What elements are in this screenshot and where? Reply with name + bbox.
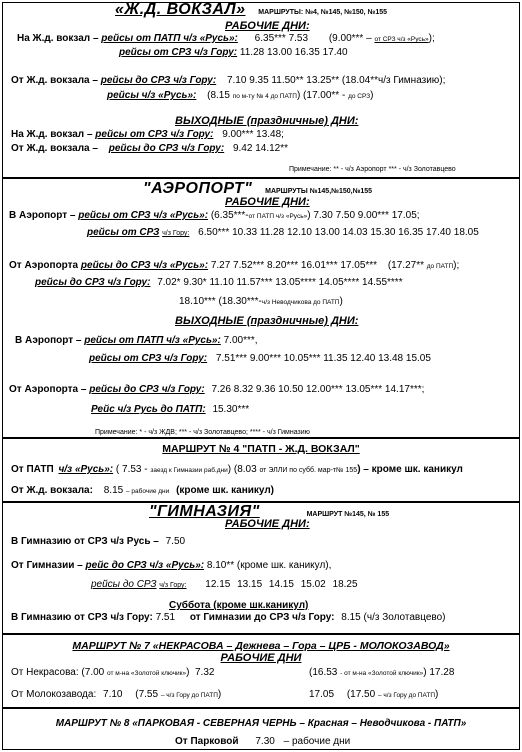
airport-title: "АЭРОПОРТ" xyxy=(143,180,253,197)
text: От Молокозавода: xyxy=(11,689,97,700)
text: В Гимназию от СРЗ ч/з Русь – xyxy=(11,536,159,547)
note: заезд к Гимназии раб.дни xyxy=(150,467,228,474)
text: ч/з Гору: xyxy=(159,582,187,589)
text: В Аэропорт – xyxy=(9,210,76,221)
text: рейсы до СРЗ ч/з Гору: xyxy=(89,384,205,395)
text: от Гимназии до СРЗ ч/з Гору: xyxy=(189,612,335,623)
text: От Некрасова: xyxy=(11,667,79,678)
section-route-4 xyxy=(2,438,520,502)
row xyxy=(11,129,284,141)
row xyxy=(89,353,431,365)
times: 18.10*** (18.30***- xyxy=(179,296,262,307)
text: рейсы от СРЗ ч/з Гору: xyxy=(95,129,214,140)
row xyxy=(11,143,288,155)
row xyxy=(309,667,454,679)
row xyxy=(11,536,185,548)
times: (6.35***- xyxy=(210,210,249,221)
note: до СРЗ xyxy=(348,93,371,100)
row xyxy=(179,296,343,308)
row xyxy=(9,384,424,396)
text: рейсы от СРЗ ч/з Гору: xyxy=(89,353,208,364)
note: ч/з Неводчикова до ПАТП xyxy=(261,299,340,306)
row xyxy=(15,335,258,347)
text: От Аэропорта xyxy=(9,260,79,271)
row xyxy=(9,260,459,272)
workdays-header xyxy=(3,652,519,665)
times: ( 7.53 - xyxy=(115,464,148,475)
note: от ПАТП ч/з «Русь» xyxy=(248,213,308,220)
text: рейсы от СРЗ xyxy=(87,227,160,238)
section-airport xyxy=(2,178,520,438)
weekend-header: ВЫХОДНЫЕ (праздничные) ДНИ: xyxy=(175,315,359,327)
times: 6.35*** 7.53 xyxy=(254,33,309,44)
section-gymnasium xyxy=(2,502,520,634)
note: – рабочие дни xyxy=(125,488,170,495)
times: 17.05 xyxy=(309,689,335,700)
row xyxy=(87,227,479,239)
text: рейсы до СРЗ xyxy=(91,579,157,590)
text: – рабочие дни xyxy=(283,736,351,747)
note: – ч/з Гору до ПАТП xyxy=(377,692,436,699)
route-8-title xyxy=(3,718,519,730)
row xyxy=(11,485,274,497)
text: На Ж.д. вокзал – xyxy=(11,129,93,140)
title-text: МАРШРУТ № 7 «НЕКРАСОВА – Дежнева – Гора – ЦРБ - МОЛОКОЗАВОД» xyxy=(72,640,450,652)
times: (16.53 xyxy=(309,667,338,678)
times: (17.27** xyxy=(387,260,424,271)
section-railway-station xyxy=(2,2,520,178)
times: 8.15 xyxy=(103,485,124,496)
times: 9.00*** 13.48; xyxy=(222,129,284,140)
text: ч/з «Русь»: xyxy=(58,464,114,475)
times: 7.02* 9.30* 11.10 11.57*** 13.05**** 14.05**** 14.55**** xyxy=(157,277,403,288)
times: 7.26 8.32 9.36 10.50 12.00*** 13.05*** 14.17***; xyxy=(211,384,425,395)
times: 7.27 7.52*** 8.20*** 16.01*** 17.05*** xyxy=(210,260,378,271)
note: от ЭЛЛИ по субб. мар-т№ 155 xyxy=(259,467,358,474)
row xyxy=(17,33,435,45)
times: 7.10 9.35 11.50** 13.25** (18.04**ч/з Гимназию); xyxy=(226,75,446,86)
text: рейсы от ПАТП ч/з «Русь»: xyxy=(84,335,221,346)
times: 7.30 xyxy=(255,736,275,747)
text: рейсы ч/з «Русь»: xyxy=(107,90,197,101)
row xyxy=(11,75,445,87)
text: рейсы от СРЗ ч/з Гору: xyxy=(119,47,238,58)
text: На Ж.д. вокзал – xyxy=(17,33,99,44)
text: От Гимназии – xyxy=(11,560,83,571)
section-route-8 xyxy=(2,708,520,750)
text: От ПАТП xyxy=(11,464,54,475)
note: от СРЗ ч/з «Русь» xyxy=(374,36,429,43)
title-text: МАРШРУТ № 8 «ПАРКОВАЯ - СЕВЕРНАЯ ЧЕРНЬ – Красная – Неводчикова - ПАТП» xyxy=(55,718,467,729)
text: ); xyxy=(428,33,435,44)
text: ч/з Гору: xyxy=(162,230,190,237)
text: В Гимназию от СРЗ ч/з Гору: xyxy=(11,612,153,623)
text: ) xyxy=(186,667,190,678)
text: рейсы до СРЗ ч/з Гору: xyxy=(108,143,225,154)
row xyxy=(107,90,373,102)
footnote: Примечание: * - ч/з ЖДВ; *** - ч/з Золотавцево; **** - ч/з Гимназию xyxy=(95,429,310,436)
row xyxy=(11,464,463,476)
times: ) 7.30 7.50 9.00*** 17.05; xyxy=(307,210,420,221)
text: Рейс ч/з Русь до ПАТП: xyxy=(91,404,206,415)
times: 8.10** (кроме шк. каникул), xyxy=(206,560,332,571)
text: (кроме шк. каникул) xyxy=(176,485,275,496)
text: От Ж.д. вокзала: xyxy=(11,485,93,496)
text: рейсы до СРЗ ч/з Гору: xyxy=(100,75,217,86)
row xyxy=(11,667,189,679)
times: (9.00*** – xyxy=(328,33,372,44)
text: рейсы до СРЗ ч/з Гору: xyxy=(35,277,151,288)
times: (8.15 xyxy=(207,90,230,101)
gymnasium-title: "ГИМНАЗИЯ" xyxy=(149,503,260,520)
times: ) (8.03 xyxy=(227,464,257,475)
row xyxy=(11,612,446,624)
row xyxy=(309,689,438,701)
row xyxy=(11,689,221,701)
workdays-header: РАБОЧИЕ ДНИ: xyxy=(225,196,310,208)
text: рейс до СРЗ ч/з «Русь»: xyxy=(85,560,205,571)
row xyxy=(119,47,348,59)
times: 7.51 xyxy=(155,612,176,623)
times: (7.55 xyxy=(135,689,159,700)
station-title: «Ж.Д. ВОКЗАЛ» xyxy=(115,1,246,18)
row xyxy=(35,277,403,289)
workdays-header: РАБОЧИЕ ДНИ: xyxy=(225,518,310,530)
times: ) (17.00** - xyxy=(296,90,346,101)
row xyxy=(91,579,358,591)
times: 7.32 xyxy=(195,667,215,678)
routes-label: МАРШРУТ №145, № 155 xyxy=(306,511,390,518)
routes-label: МАРШРУТЫ: №4, №145, №150, №155 xyxy=(258,9,388,16)
route-4-title xyxy=(3,443,519,455)
routes-label: МАРШРУТЫ №145,№150,№155 xyxy=(265,188,373,195)
times: 9.42 14.12** xyxy=(232,143,289,154)
times: 6.50*** 10.33 11.28 12.10 13.00 14.03 15.30 16.35 17.40 18.05 xyxy=(198,227,479,238)
text: ) xyxy=(370,90,374,101)
note: - от м-на «Золотой ключик» xyxy=(340,670,424,677)
times: 8.15 (ч/з Золотавцево) xyxy=(341,612,446,623)
text: рейсы от ПАТП ч/з «Русь»: xyxy=(101,33,238,44)
title-text: МАРШРУТ № 4 "ПАТП - Ж.Д. ВОКЗАЛ" xyxy=(162,443,360,455)
weekend-header: ВЫХОДНЫЕ (праздничные) ДНИ: xyxy=(175,115,359,127)
text: От Ж.д. вокзала – xyxy=(11,143,98,154)
section-title xyxy=(115,1,387,19)
section-route-7 xyxy=(2,634,520,708)
times: 7.51*** 9.00*** 10.05*** 11.35 12.40 13.48 15.05 xyxy=(215,353,431,364)
text: ) – кроме шк. каникул xyxy=(357,464,463,475)
text: В Аэропорт – xyxy=(15,335,82,346)
times: (7.00 xyxy=(81,667,105,678)
text: ) xyxy=(339,296,343,307)
note: от м-на «Золотой ключик» xyxy=(107,670,187,677)
times: ) 17.28 xyxy=(423,667,455,678)
header-text: РАБОЧИЕ ДНИ xyxy=(220,652,302,664)
text: От Ж.д. вокзала – xyxy=(11,75,98,86)
workdays-header: РАБОЧИЕ ДНИ: xyxy=(225,20,310,32)
text: ) xyxy=(217,689,222,700)
times: 11.28 13.00 16.35 17.40 xyxy=(239,47,348,58)
times: 12.15 13.15 14.15 15.02 18.25 xyxy=(205,579,358,590)
times: 15.30*** xyxy=(212,404,250,415)
text: ); xyxy=(453,260,460,271)
route-7-title xyxy=(3,640,519,653)
text: От Аэропорта – xyxy=(9,384,87,395)
times: 7.00***, xyxy=(223,335,258,346)
row xyxy=(175,736,350,748)
times: (17.50 xyxy=(346,689,376,700)
note: до ПАТП xyxy=(426,263,454,270)
note: по м-ту № 4 до ПАТП xyxy=(232,93,297,100)
text: ) xyxy=(435,689,439,700)
footnote: Примечание: ** - ч/з Аэропорт *** - ч/з Золотавцево xyxy=(289,166,456,173)
times: 7.50 xyxy=(165,536,186,547)
saturday-header: Суббота (кроме шк.каникул) xyxy=(169,600,309,611)
text: От Парковой xyxy=(175,736,239,747)
row xyxy=(11,560,331,572)
note: – ч/з Гору до ПАТП xyxy=(160,692,218,699)
times: 7.10 xyxy=(103,689,123,700)
row xyxy=(91,404,249,416)
row xyxy=(9,210,420,222)
text: рейсы от СРЗ ч/з «Русь»: xyxy=(78,210,209,221)
text: рейсы до СРЗ ч/з «Русь»: xyxy=(80,260,209,271)
